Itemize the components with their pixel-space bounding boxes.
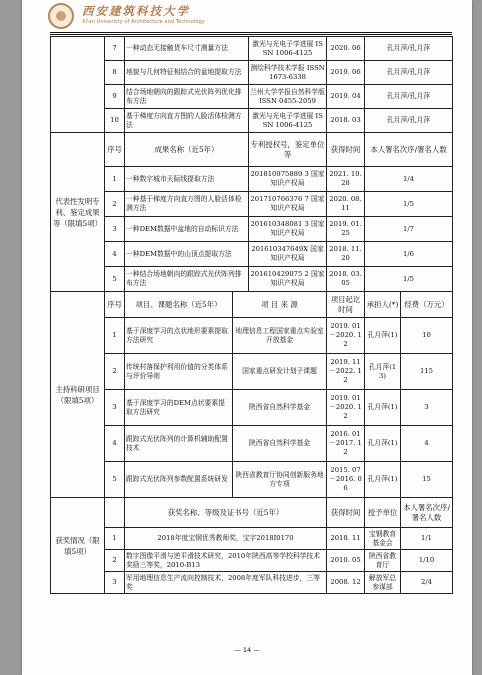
project-source: 陕西省自然科学基金 bbox=[233, 426, 327, 462]
patents-header-rank: 本人署名次序/署名人数 bbox=[365, 133, 453, 167]
awards-section-label: 获奖情况（限填5项） bbox=[51, 498, 105, 594]
paper-row bbox=[51, 61, 453, 85]
project-funds: 10 bbox=[401, 318, 453, 354]
project-source: 陕西省自然科学基金 bbox=[233, 390, 327, 426]
patent-rank: 1/5 bbox=[365, 267, 453, 292]
project-funds: 115 bbox=[401, 354, 453, 390]
patents-header-number: 专利授权号，鉴定单位等 bbox=[249, 133, 327, 167]
paper-row bbox=[51, 109, 453, 133]
projects-header-period: 项目起讫时间 bbox=[327, 292, 365, 318]
projects-header-funds: 经费（万元） bbox=[401, 292, 453, 318]
patent-no: 2 bbox=[105, 192, 125, 217]
project-source: 国家重点研发计划子课题 bbox=[233, 354, 327, 390]
form-table-wrapper bbox=[50, 36, 452, 594]
award-rank: 1/10 bbox=[401, 550, 453, 572]
awards-header-date: 获得时间 bbox=[327, 498, 365, 528]
project-leader: 孔月萍(13) bbox=[365, 354, 401, 390]
project-name: 跟踪式光伏阵列的计算机辅助配置技术 bbox=[125, 426, 233, 462]
patent-row bbox=[51, 267, 453, 292]
award-row bbox=[51, 572, 453, 594]
paper-venue: 兰州大学学报自然科学版 ISSN 0455-2059 bbox=[249, 85, 327, 109]
award-date: 2010. 05 bbox=[327, 550, 365, 572]
award-rank: 2/4 bbox=[401, 572, 453, 594]
project-funds: 3 bbox=[401, 390, 453, 426]
awards-header-name: 获奖名称、等级及证书号（近5年） bbox=[125, 498, 327, 528]
header-rule bbox=[50, 32, 452, 33]
projects-header-row bbox=[51, 292, 453, 318]
patents-header-name: 成果名称（近5年） bbox=[125, 133, 249, 167]
paper-no: 7 bbox=[105, 37, 125, 61]
patent-number: 201810975889 3 国家知识产权局 bbox=[249, 167, 327, 192]
patent-no: 4 bbox=[105, 242, 125, 267]
patent-row bbox=[51, 192, 453, 217]
patent-rank: 1/7 bbox=[365, 217, 453, 242]
university-name-cn: 西安建筑科技大学 bbox=[82, 4, 190, 18]
award-row bbox=[51, 550, 453, 572]
awards-header-no-empty bbox=[105, 498, 125, 528]
patent-date: 2021. 10. 28 bbox=[327, 167, 365, 192]
patent-date: 2020. 08. 11 bbox=[327, 192, 365, 217]
paper-title: 一种动态无接触货车尺寸测量方法 bbox=[125, 37, 249, 61]
patent-row bbox=[51, 217, 453, 242]
project-leader: 孔月萍(1) bbox=[365, 318, 401, 354]
patent-rank: 1/5 bbox=[365, 192, 453, 217]
project-row bbox=[51, 426, 453, 462]
project-period: 2016. 01－2017. 12 bbox=[327, 426, 365, 462]
patent-row bbox=[51, 167, 453, 192]
project-period: 2019. 11－2022. 12 bbox=[327, 354, 365, 390]
form-table bbox=[50, 36, 453, 594]
paper-author: 孔月萍/孔月萍 bbox=[365, 37, 453, 61]
project-name: 传统村落保护利用价值的分类体系与评价导则 bbox=[125, 354, 233, 390]
paper-venue: 激光与光电子学进展 ISSN 1006-4125 bbox=[249, 109, 327, 133]
patent-no: 3 bbox=[105, 217, 125, 242]
patent-number: 201710766376 7 国家知识产权局 bbox=[249, 192, 327, 217]
award-date: 2018. 11 bbox=[327, 528, 365, 550]
patent-name: 一种DEM数据中的山顶点提取方法 bbox=[125, 242, 249, 267]
paper-date: 2018. 03 bbox=[327, 109, 365, 133]
paper-date: 2020. 06 bbox=[327, 37, 365, 61]
project-period: 2015. 07－2016. 06 bbox=[327, 462, 365, 498]
paper-row bbox=[51, 85, 453, 109]
projects-header-source: 项 目 来 源 bbox=[233, 292, 327, 318]
award-unit: 陕西省教育厅 bbox=[365, 550, 401, 572]
patent-no: 5 bbox=[105, 267, 125, 292]
awards-header-row bbox=[51, 498, 453, 528]
awards-header-unit: 授予单位 bbox=[365, 498, 401, 528]
patent-date: 2018. 11. 20 bbox=[327, 242, 365, 267]
patents-header-row bbox=[51, 133, 453, 167]
paper-row bbox=[51, 37, 453, 61]
project-no: 5 bbox=[105, 462, 125, 498]
paper-title: 基于梯度方向直方图的人脸活体检测方法 bbox=[125, 109, 249, 133]
project-name: 基于深度学习的DEM点状要素提取方法研究 bbox=[125, 390, 233, 426]
project-row bbox=[51, 462, 453, 498]
paper-no: 9 bbox=[105, 85, 125, 109]
paper-author: 孔月萍/孔月萍 bbox=[365, 61, 453, 85]
patent-number: 201610429075 2 国家知识产权局 bbox=[249, 267, 327, 292]
page-number: — 14 — bbox=[234, 646, 260, 654]
project-no: 3 bbox=[105, 390, 125, 426]
project-leader: 孔月萍(1) bbox=[365, 462, 401, 498]
patent-rank: 1/6 bbox=[365, 242, 453, 267]
patents-header-date: 获得时间 bbox=[327, 133, 365, 167]
projects-header-name: 项目、课题名称（近5年） bbox=[125, 292, 233, 318]
patent-number: 201610347649X 国家知识产权局 bbox=[249, 242, 327, 267]
project-row bbox=[51, 318, 453, 354]
project-row bbox=[51, 354, 453, 390]
projects-section-label: 主持科研项目（限填5项） bbox=[51, 292, 105, 498]
award-no: 1 bbox=[105, 528, 125, 550]
paper-title: 地貌与几何特征相结合的盆地提取方法 bbox=[125, 61, 249, 85]
paper-date: 2019. 06 bbox=[327, 61, 365, 85]
projects-header-leader: 承担人(*) bbox=[365, 292, 401, 318]
project-name: 基于深度学习的点状地形要素提取方法研究 bbox=[125, 318, 233, 354]
award-unit: 宝钢教育基金会 bbox=[365, 528, 401, 550]
project-funds: 15 bbox=[401, 462, 453, 498]
page-header bbox=[22, 0, 472, 36]
paper-venue: 测绘科学技术学报 ISSN 1673-6338 bbox=[249, 61, 327, 85]
award-rank: 1/1 bbox=[401, 528, 453, 550]
award-name: 军用地理信息生产流向控制技术，2008年度军队科技进步，三等奖 bbox=[125, 572, 327, 594]
paper-title: 结合场地朝向的跟踪式光伏阵列优化排布方法 bbox=[125, 85, 249, 109]
patent-rank: 1/4 bbox=[365, 167, 453, 192]
project-source: 地理信息工程国家重点实验室开放基金 bbox=[233, 318, 327, 354]
paper-no: 10 bbox=[105, 109, 125, 133]
project-leader: 孔月萍(1) bbox=[365, 426, 401, 462]
patents-header-no: 序号 bbox=[105, 133, 125, 167]
project-no: 1 bbox=[105, 318, 125, 354]
award-unit: 解放军总参谋部 bbox=[365, 572, 401, 594]
award-no: 2 bbox=[105, 550, 125, 572]
section-cell-empty bbox=[51, 37, 105, 133]
project-leader: 孔月萍(1) bbox=[365, 390, 401, 426]
project-period: 2019. 01－2020. 12 bbox=[327, 318, 365, 354]
awards-header-rank: 本人署名次序/署名人数 bbox=[401, 498, 453, 528]
project-source: 陕西省教育厅协同创新服务地方专项 bbox=[233, 462, 327, 498]
patent-number: 201610348081 3 国家知识产权局 bbox=[249, 217, 327, 242]
document-page bbox=[22, 0, 472, 675]
patent-no: 1 bbox=[105, 167, 125, 192]
award-no: 3 bbox=[105, 572, 125, 594]
patent-date: 2018. 03. 05 bbox=[327, 267, 365, 292]
patent-name: 一种DEM数据中盆地的自动标识方法 bbox=[125, 217, 249, 242]
patents-section-label: 代表性发明专利、鉴定成果等（限填5项） bbox=[51, 133, 105, 292]
university-name-en: Xi'an University of Architecture and Technology bbox=[82, 19, 205, 25]
paper-author: 孔月萍/孔月萍 bbox=[365, 109, 453, 133]
project-funds: 4 bbox=[401, 426, 453, 462]
paper-venue: 激光与光电子学进展 ISSN 1006-4125 bbox=[249, 37, 327, 61]
patent-name: 一种基于梯度方向直方图的人脸活体检测方法 bbox=[125, 192, 249, 217]
header-rule-thin bbox=[50, 34, 452, 35]
paper-date: 2019. 04 bbox=[327, 85, 365, 109]
patent-row bbox=[51, 242, 453, 267]
patent-name: 一种数字城市天际线提取方法 bbox=[125, 167, 249, 192]
award-name: 数字图像平滑与逆平滑技术研究，2010年陕西高等学校科学技术奖励三等奖，2010-B13 bbox=[125, 550, 327, 572]
project-period: 2019. 01－2020. 12 bbox=[327, 390, 365, 426]
project-name: 跟踪式光伏阵列参数配置系统研发 bbox=[125, 462, 233, 498]
award-row bbox=[51, 528, 453, 550]
patent-date: 2019. 01. 25 bbox=[327, 217, 365, 242]
patent-name: 一种结合场地朝向的跟踪式光伏阵列排布方法 bbox=[125, 267, 249, 292]
project-row bbox=[51, 390, 453, 426]
project-no: 4 bbox=[105, 426, 125, 462]
paper-author: 孔月萍/孔月萍 bbox=[365, 85, 453, 109]
award-name: 2018年度宝钢优秀教师奖，宝字2018I0170 bbox=[125, 528, 327, 550]
university-seal-icon bbox=[48, 3, 74, 29]
award-date: 2008. 12 bbox=[327, 572, 365, 594]
projects-header-no: 序号 bbox=[105, 292, 125, 318]
project-no: 2 bbox=[105, 354, 125, 390]
paper-no: 8 bbox=[105, 61, 125, 85]
